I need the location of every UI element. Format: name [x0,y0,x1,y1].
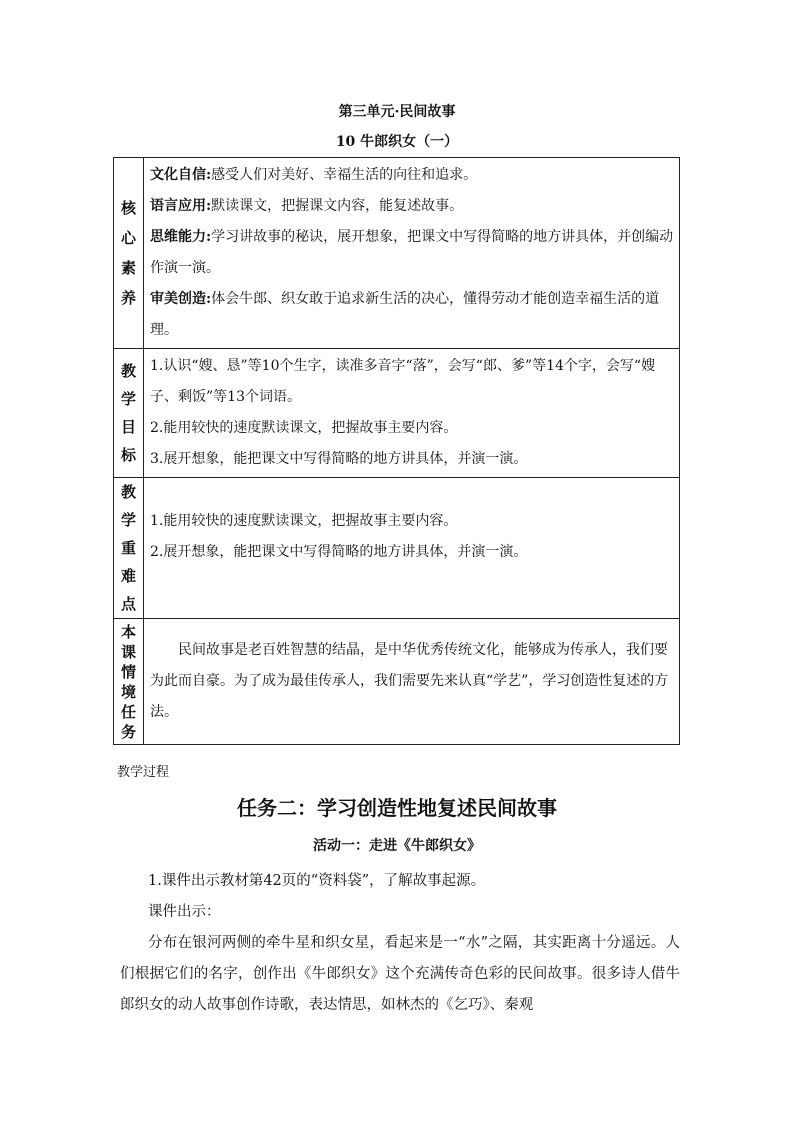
label-char: 核 [120,199,136,217]
core-item-key: 思维能力: [150,229,212,245]
core-item-text: 感受人们对美好、幸福生活的向往和追求。 [211,167,478,183]
table-row-key-points [114,478,680,619]
lesson-title: 10 牛郎织女（一） [335,134,459,150]
label-char: 本 [120,622,136,641]
row-label-core-literacy [114,158,144,349]
key-point-item: 2.展开想象，能把课文中写得简略的地方讲具体，并演一演。 [150,544,528,560]
core-item [150,284,675,346]
step-paragraph: 1.课件出示教材第42页的“资料袋”，了解故事起源。 [148,873,486,889]
core-item [150,191,675,222]
label-char: 养 [120,289,136,307]
situation-text: 民间故事是老百姓智慧的结晶，是中华优秀传统文化，能够成为传承人，我们要为此而自豪。为了成为最佳传承人，我们需要先来认真“学艺”，学习创造性复述的方法。 [150,642,669,720]
core-item-key: 审美创造: [150,291,212,307]
label-char: 重 [120,539,136,557]
label-char: 标 [120,446,136,464]
activity-title: 活动一：走进《牛郎织女》 [313,838,481,854]
label-char: 学 [120,511,136,529]
goal-item: 3.展开想象，能把课文中写得简略的地方讲具体，并演一演。 [150,451,528,467]
label-char: 情 [120,662,136,681]
key-points-content [144,478,680,619]
label-char: 学 [120,390,136,408]
situation-task-content [144,619,680,745]
label-char: 境 [120,682,136,701]
lesson-plan-table [113,157,680,745]
label-char: 任 [120,702,136,721]
table-row-situation-task [114,619,680,745]
row-label-teaching-goals [114,349,144,478]
core-item [150,160,675,191]
label-char: 课 [120,642,136,661]
core-literacy-content [144,158,680,349]
table-row-core-literacy [114,158,680,349]
process-heading: 教学过程 [117,765,170,780]
label-char: 目 [120,418,136,436]
row-label-situation-task [114,619,144,745]
goal-item: 2.能用较快的速度默读课文，把握故事主要内容。 [150,420,458,436]
label-char: 难 [120,567,136,585]
label-char: 素 [120,259,136,277]
courseware-quote: 分布在银河两侧的牵牛星和织女星，看起来是一“水”之隔，其实距离十分遥远。人们根据它们的名字，创作出《牛郎织女》这个充满传奇色彩的民间故事。很多诗人借牛郎织女的动人故事创作诗歌，表达情思，如林杰的《乞巧》、秦观 [120,935,680,1013]
row-label-key-points [114,478,144,619]
core-item-text: 默读课文，把握课文内容，能复述故事。 [211,198,464,214]
unit-title: 第三单元·民间故事 [338,104,456,120]
label-char: 教 [120,483,136,501]
label-char: 心 [120,229,136,247]
task-title: 任务二：学习创造性地复述民间故事 [237,796,557,820]
label-char: 教 [120,362,136,380]
teaching-goals-content [144,349,680,478]
core-item-text: 学习讲故事的秘诀，展开想象，把课文中写得简略的地方讲具体，并创编动作演一演。 [150,229,674,276]
core-item [150,222,675,284]
label-char: 点 [120,595,136,613]
core-item-key: 语言应用: [150,198,212,214]
key-point-item: 1.能用较快的速度默读课文，把握故事主要内容。 [150,513,458,529]
label-char: 务 [120,722,136,741]
core-item-text: 体会牛郎、织女敢于追求新生活的决心，懂得劳动才能创造幸福生活的道理。 [150,291,660,338]
table-row-teaching-goals [114,349,680,478]
core-item-key: 文化自信: [150,167,212,183]
goal-item: 1.认识“嫂、恳”等10个生字，读准多音字“落”，会写“郎、爹”等14个字，会写“嫂子、剩饭”等13个词语。 [150,358,656,405]
courseware-show-label: 课件出示： [148,904,221,920]
process-body [120,866,680,1021]
